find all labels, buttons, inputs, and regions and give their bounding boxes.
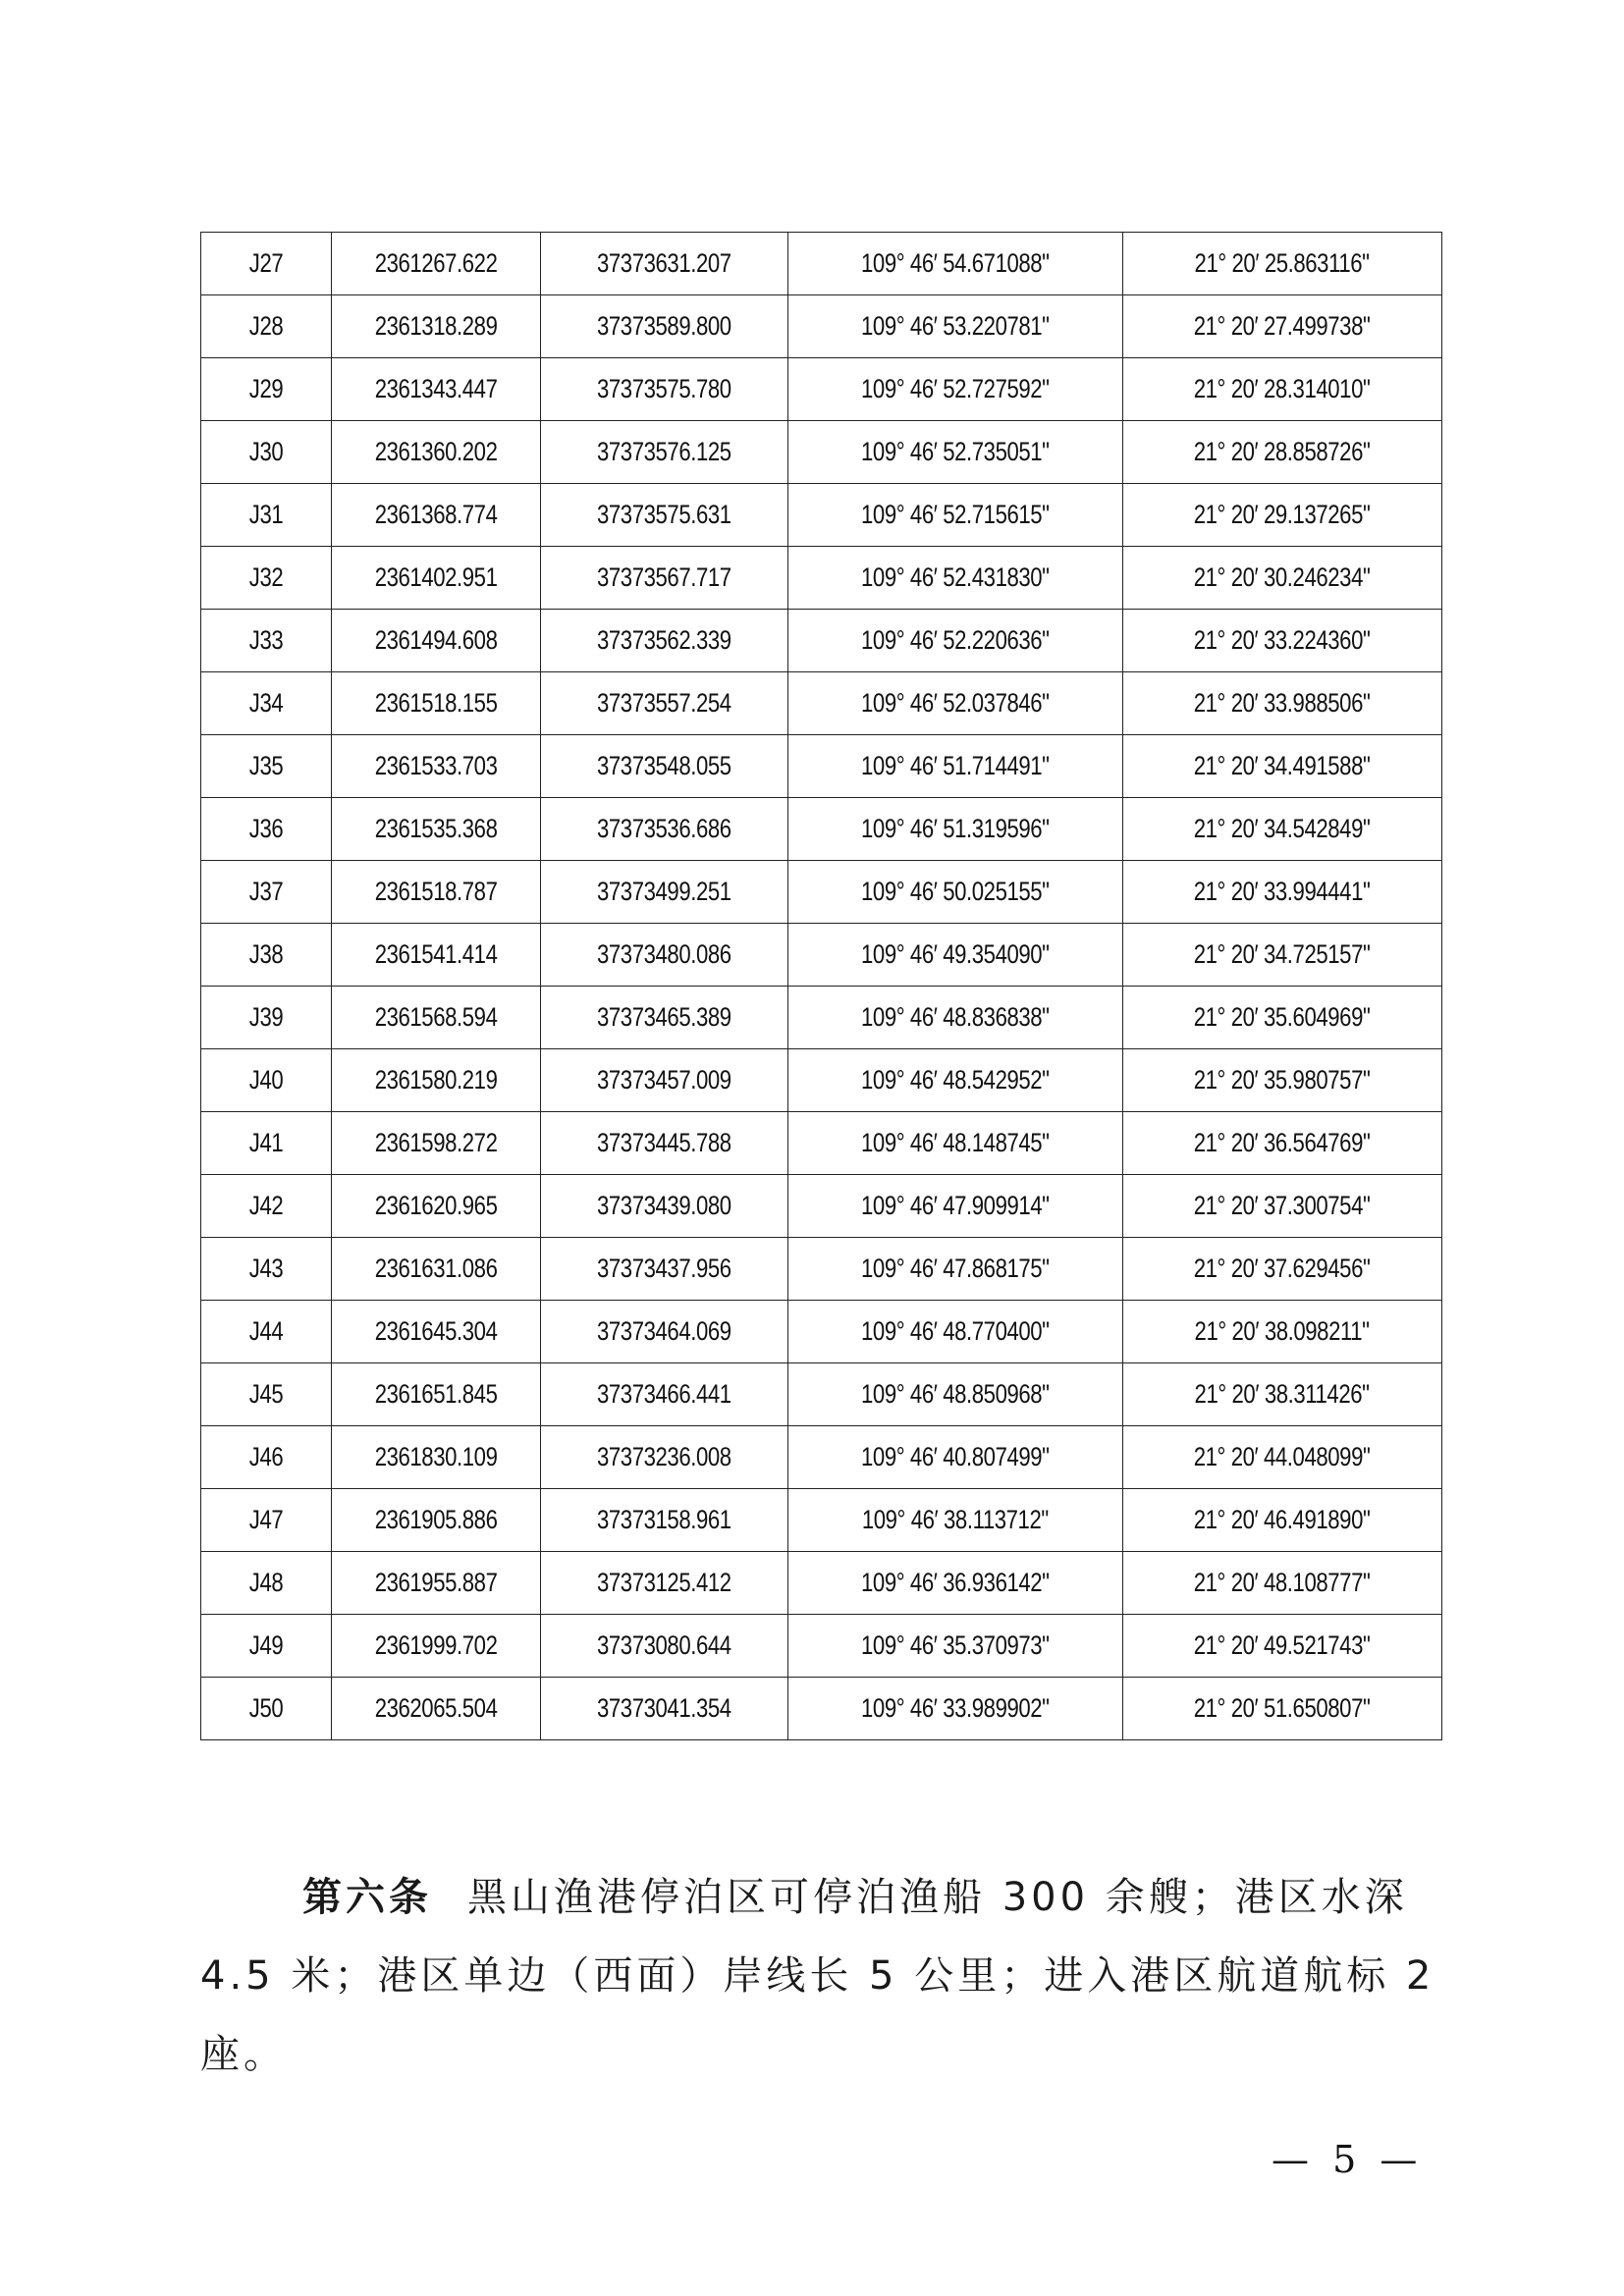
- table-row: [201, 1363, 1442, 1426]
- longitude-cell-text: 109° 46′ 38.113712": [862, 1505, 1049, 1534]
- latitude-cell: [1123, 358, 1442, 421]
- table-row: [201, 1426, 1442, 1489]
- x-coordinate-cell: [332, 1552, 541, 1615]
- longitude-cell: [788, 1238, 1123, 1301]
- point-id-cell-text: J37: [248, 877, 284, 906]
- x-coordinate-cell-text: 2361535.368: [374, 814, 498, 843]
- table-row: [201, 1238, 1442, 1301]
- coordinate-table-body: [201, 233, 1442, 1740]
- x-coordinate-cell: [332, 672, 541, 735]
- y-coordinate-cell: [541, 1363, 788, 1426]
- longitude-cell-text: 109° 46′ 40.807499": [861, 1442, 1050, 1471]
- point-id-cell: [201, 1301, 332, 1363]
- y-coordinate-cell: [541, 672, 788, 735]
- point-id-cell: [201, 358, 332, 421]
- longitude-cell-text: 109° 46′ 47.868175": [861, 1254, 1050, 1283]
- longitude-cell: [788, 1678, 1123, 1740]
- y-coordinate-cell: [541, 233, 788, 295]
- y-coordinate-cell: [541, 1678, 788, 1740]
- y-coordinate-cell-text: 37373466.441: [597, 1379, 731, 1409]
- longitude-cell-text: 109° 46′ 52.727592": [861, 374, 1050, 403]
- x-coordinate-cell: [332, 610, 541, 672]
- latitude-cell: [1123, 987, 1442, 1049]
- x-coordinate-cell: [332, 421, 541, 484]
- latitude-cell-text: 21° 20′ 37.300754": [1194, 1191, 1371, 1220]
- point-id-cell: [201, 233, 332, 295]
- point-id-cell: [201, 484, 332, 547]
- longitude-cell-text: 109° 46′ 53.220781": [861, 311, 1050, 341]
- point-id-cell-text: J48: [248, 1568, 284, 1597]
- latitude-cell-text: 21° 20′ 46.491890": [1194, 1505, 1371, 1534]
- point-id-cell-text: J33: [248, 625, 284, 655]
- longitude-cell-text: 109° 46′ 35.370973": [861, 1630, 1050, 1660]
- point-id-cell: [201, 798, 332, 861]
- x-coordinate-cell-text: 2361580.219: [374, 1065, 498, 1095]
- x-coordinate-cell: [332, 1049, 541, 1112]
- point-id-cell-text: J46: [248, 1442, 284, 1471]
- longitude-cell: [788, 547, 1123, 610]
- longitude-cell-text: 109° 46′ 47.909914": [861, 1191, 1050, 1220]
- table-row: [201, 484, 1442, 547]
- latitude-cell-text: 21° 20′ 38.311426": [1194, 1379, 1371, 1409]
- point-id-cell: [201, 1112, 332, 1175]
- longitude-cell: [788, 987, 1123, 1049]
- longitude-cell-text: 109° 46′ 52.715615": [861, 500, 1050, 529]
- x-coordinate-cell: [332, 1678, 541, 1740]
- point-id-cell-text: J34: [248, 688, 284, 718]
- longitude-cell: [788, 233, 1123, 295]
- x-coordinate-cell: [332, 861, 541, 924]
- x-coordinate-cell-text: 2361620.965: [374, 1191, 498, 1220]
- latitude-cell: [1123, 1049, 1442, 1112]
- table-row: [201, 547, 1442, 610]
- x-coordinate-cell-text: 2361645.304: [374, 1316, 498, 1346]
- x-coordinate-cell: [332, 1112, 541, 1175]
- point-id-cell: [201, 861, 332, 924]
- longitude-cell-text: 109° 46′ 52.037846": [861, 688, 1050, 718]
- x-coordinate-cell-text: 2361360.202: [374, 437, 498, 466]
- longitude-cell-text: 109° 46′ 33.989902": [861, 1693, 1050, 1723]
- y-coordinate-cell-text: 37373445.788: [597, 1128, 731, 1157]
- y-coordinate-cell: [541, 295, 788, 358]
- page-number: — 5 —: [1272, 2138, 1424, 2181]
- point-id-cell: [201, 987, 332, 1049]
- y-coordinate-cell-text: 37373080.644: [597, 1630, 731, 1660]
- point-id-cell: [201, 295, 332, 358]
- x-coordinate-cell: [332, 1426, 541, 1489]
- longitude-cell-text: 109° 46′ 52.431830": [861, 562, 1050, 592]
- y-coordinate-cell: [541, 1552, 788, 1615]
- table-row: [201, 1678, 1442, 1740]
- x-coordinate-cell: [332, 1301, 541, 1363]
- x-coordinate-cell: [332, 295, 541, 358]
- y-coordinate-cell: [541, 924, 788, 987]
- y-coordinate-cell: [541, 1175, 788, 1238]
- latitude-cell: [1123, 1363, 1442, 1426]
- x-coordinate-cell-text: 2361402.951: [374, 562, 498, 592]
- point-id-cell-text: J49: [248, 1630, 284, 1660]
- longitude-cell: [788, 1489, 1123, 1552]
- y-coordinate-cell-text: 37373041.354: [597, 1693, 731, 1723]
- x-coordinate-cell-text: 2361905.886: [374, 1505, 498, 1534]
- latitude-cell: [1123, 484, 1442, 547]
- longitude-cell: [788, 421, 1123, 484]
- y-coordinate-cell-text: 37373536.686: [597, 814, 731, 843]
- latitude-cell-text: 21° 20′ 34.725157": [1194, 939, 1371, 969]
- longitude-cell: [788, 672, 1123, 735]
- table-row: [201, 1489, 1442, 1552]
- latitude-cell: [1123, 1678, 1442, 1740]
- point-id-cell: [201, 421, 332, 484]
- latitude-cell-text: 21° 20′ 51.650807": [1194, 1693, 1371, 1723]
- longitude-cell: [788, 610, 1123, 672]
- x-coordinate-cell: [332, 1363, 541, 1426]
- longitude-cell-text: 109° 46′ 48.542952": [861, 1065, 1050, 1095]
- y-coordinate-cell-text: 37373548.055: [597, 751, 731, 780]
- y-coordinate-cell-text: 37373437.956: [597, 1254, 731, 1283]
- latitude-cell-text: 21° 20′ 33.994441": [1194, 877, 1371, 906]
- point-id-cell-text: J45: [248, 1379, 284, 1409]
- point-id-cell-text: J47: [248, 1505, 284, 1534]
- latitude-cell-text: 21° 20′ 34.491588": [1194, 751, 1371, 780]
- y-coordinate-cell-text: 37373557.254: [597, 688, 731, 718]
- point-id-cell-text: J28: [248, 311, 284, 341]
- table-row: [201, 798, 1442, 861]
- x-coordinate-cell: [332, 1615, 541, 1678]
- x-coordinate-cell: [332, 1175, 541, 1238]
- x-coordinate-cell: [332, 484, 541, 547]
- x-coordinate-cell: [332, 358, 541, 421]
- y-coordinate-cell-text: 37373457.009: [597, 1065, 731, 1095]
- point-id-cell: [201, 1426, 332, 1489]
- article-text-line-1: 黑山渔港停泊区可停泊渔船 300 余艘；港区水深: [467, 1875, 1408, 1920]
- point-id-cell: [201, 1238, 332, 1301]
- y-coordinate-cell-text: 37373439.080: [597, 1191, 731, 1220]
- x-coordinate-cell: [332, 987, 541, 1049]
- point-id-cell: [201, 1049, 332, 1112]
- longitude-cell: [788, 1112, 1123, 1175]
- longitude-cell: [788, 798, 1123, 861]
- table-row: [201, 861, 1442, 924]
- point-id-cell-text: J40: [248, 1065, 284, 1095]
- x-coordinate-cell: [332, 735, 541, 798]
- latitude-cell: [1123, 861, 1442, 924]
- x-coordinate-cell-text: 2361343.447: [374, 374, 498, 403]
- point-id-cell-text: J39: [248, 1002, 284, 1032]
- x-coordinate-cell-text: 2361267.622: [374, 248, 498, 278]
- point-id-cell-text: J41: [248, 1128, 284, 1157]
- x-coordinate-cell: [332, 547, 541, 610]
- latitude-cell: [1123, 421, 1442, 484]
- y-coordinate-cell-text: 37373158.961: [597, 1505, 731, 1534]
- coordinate-table: [200, 232, 1442, 1740]
- x-coordinate-cell-text: 2361494.608: [374, 625, 498, 655]
- table-row: [201, 358, 1442, 421]
- longitude-cell: [788, 484, 1123, 547]
- y-coordinate-cell: [541, 1112, 788, 1175]
- y-coordinate-cell: [541, 798, 788, 861]
- latitude-cell-text: 21° 20′ 30.246234": [1194, 562, 1371, 592]
- latitude-cell: [1123, 924, 1442, 987]
- latitude-cell: [1123, 1426, 1442, 1489]
- longitude-cell: [788, 295, 1123, 358]
- point-id-cell-text: J50: [248, 1693, 284, 1723]
- longitude-cell: [788, 1175, 1123, 1238]
- x-coordinate-cell: [332, 798, 541, 861]
- y-coordinate-cell-text: 37373589.800: [597, 311, 731, 341]
- y-coordinate-cell-text: 37373576.125: [597, 437, 731, 466]
- latitude-cell-text: 21° 20′ 35.980757": [1194, 1065, 1371, 1095]
- table-row: [201, 1049, 1442, 1112]
- table-row: [201, 924, 1442, 987]
- x-coordinate-cell-text: 2361830.109: [374, 1442, 498, 1471]
- y-coordinate-cell: [541, 1238, 788, 1301]
- y-coordinate-cell-text: 37373480.086: [597, 939, 731, 969]
- x-coordinate-cell-text: 2362065.504: [374, 1693, 498, 1723]
- y-coordinate-cell: [541, 1301, 788, 1363]
- y-coordinate-cell: [541, 421, 788, 484]
- table-row: [201, 735, 1442, 798]
- point-id-cell-text: J43: [248, 1254, 284, 1283]
- y-coordinate-cell: [541, 547, 788, 610]
- latitude-cell: [1123, 1238, 1442, 1301]
- x-coordinate-cell-text: 2361999.702: [374, 1630, 498, 1660]
- article-text-line-2: 4.5 米；港区单边（西面）岸线长 5 公里；进入港区航道航标 2 座。: [200, 1953, 1435, 2077]
- x-coordinate-cell-text: 2361541.414: [374, 939, 498, 969]
- latitude-cell-text: 21° 20′ 36.564769": [1194, 1128, 1371, 1157]
- y-coordinate-cell-text: 37373567.717: [597, 562, 731, 592]
- longitude-cell-text: 109° 46′ 52.220636": [861, 625, 1050, 655]
- y-coordinate-cell: [541, 1426, 788, 1489]
- y-coordinate-cell-text: 37373575.631: [597, 500, 731, 529]
- y-coordinate-cell: [541, 987, 788, 1049]
- longitude-cell-text: 109° 46′ 48.148745": [861, 1128, 1050, 1157]
- longitude-cell: [788, 1049, 1123, 1112]
- table-row: [201, 672, 1442, 735]
- article-heading: 第六条: [302, 1875, 432, 1920]
- point-id-cell-text: J44: [248, 1316, 284, 1346]
- x-coordinate-cell: [332, 1489, 541, 1552]
- longitude-cell: [788, 1552, 1123, 1615]
- longitude-cell-text: 109° 46′ 50.025155": [861, 877, 1050, 906]
- latitude-cell: [1123, 1301, 1442, 1363]
- x-coordinate-cell-text: 2361651.845: [374, 1379, 498, 1409]
- latitude-cell: [1123, 1552, 1442, 1615]
- latitude-cell-text: 21° 20′ 34.542849": [1194, 814, 1371, 843]
- x-coordinate-cell: [332, 233, 541, 295]
- y-coordinate-cell: [541, 861, 788, 924]
- latitude-cell: [1123, 547, 1442, 610]
- longitude-cell: [788, 1301, 1123, 1363]
- latitude-cell: [1123, 295, 1442, 358]
- latitude-cell: [1123, 672, 1442, 735]
- table-row: [201, 1112, 1442, 1175]
- table-row: [201, 1552, 1442, 1615]
- point-id-cell: [201, 1615, 332, 1678]
- point-id-cell: [201, 924, 332, 987]
- article-six-paragraph: [302, 1858, 1441, 1937]
- latitude-cell-text: 21° 20′ 37.629456": [1194, 1254, 1371, 1283]
- point-id-cell-text: J36: [248, 814, 284, 843]
- y-coordinate-cell-text: 37373631.207: [597, 248, 731, 278]
- table-row: [201, 610, 1442, 672]
- x-coordinate-cell-text: 2361955.887: [374, 1568, 498, 1597]
- longitude-cell-text: 109° 46′ 52.735051": [861, 437, 1050, 466]
- latitude-cell-text: 21° 20′ 28.858726": [1194, 437, 1371, 466]
- longitude-cell-text: 109° 46′ 51.714491": [861, 751, 1050, 780]
- longitude-cell-text: 109° 46′ 36.936142": [861, 1568, 1050, 1597]
- point-id-cell-text: J29: [248, 374, 284, 403]
- x-coordinate-cell-text: 2361318.289: [374, 311, 498, 341]
- article-six-paragraph-continued: [200, 1937, 1441, 2094]
- latitude-cell: [1123, 1489, 1442, 1552]
- latitude-cell: [1123, 735, 1442, 798]
- x-coordinate-cell-text: 2361598.272: [374, 1128, 498, 1157]
- point-id-cell-text: J42: [248, 1191, 284, 1220]
- latitude-cell-text: 21° 20′ 44.048099": [1194, 1442, 1371, 1471]
- latitude-cell-text: 21° 20′ 35.604969": [1194, 1002, 1371, 1032]
- latitude-cell-text: 21° 20′ 27.499738": [1194, 311, 1371, 341]
- latitude-cell-text: 21° 20′ 49.521743": [1194, 1630, 1371, 1660]
- point-id-cell-text: J31: [248, 500, 284, 529]
- x-coordinate-cell: [332, 924, 541, 987]
- latitude-cell: [1123, 610, 1442, 672]
- point-id-cell-text: J38: [248, 939, 284, 969]
- y-coordinate-cell-text: 37373499.251: [597, 877, 731, 906]
- table-row: [201, 295, 1442, 358]
- point-id-cell: [201, 735, 332, 798]
- y-coordinate-cell: [541, 1615, 788, 1678]
- x-coordinate-cell-text: 2361368.774: [374, 500, 498, 529]
- table-row: [201, 1301, 1442, 1363]
- latitude-cell: [1123, 233, 1442, 295]
- longitude-cell: [788, 861, 1123, 924]
- longitude-cell: [788, 358, 1123, 421]
- longitude-cell-text: 109° 46′ 48.770400": [861, 1316, 1050, 1346]
- table-row: [201, 1615, 1442, 1678]
- point-id-cell-text: J30: [248, 437, 284, 466]
- latitude-cell-text: 21° 20′ 38.098211": [1194, 1316, 1371, 1346]
- y-coordinate-cell: [541, 1049, 788, 1112]
- y-coordinate-cell-text: 37373575.780: [597, 374, 731, 403]
- longitude-cell-text: 109° 46′ 51.319596": [861, 814, 1050, 843]
- y-coordinate-cell-text: 37373562.339: [597, 625, 731, 655]
- point-id-cell: [201, 1678, 332, 1740]
- latitude-cell-text: 21° 20′ 28.314010": [1194, 374, 1371, 403]
- point-id-cell-text: J32: [248, 562, 284, 592]
- longitude-cell: [788, 735, 1123, 798]
- y-coordinate-cell: [541, 484, 788, 547]
- latitude-cell-text: 21° 20′ 33.988506": [1194, 688, 1371, 718]
- y-coordinate-cell-text: 37373236.008: [597, 1442, 731, 1471]
- latitude-cell-text: 21° 20′ 33.224360": [1194, 625, 1371, 655]
- longitude-cell-text: 109° 46′ 48.836838": [861, 1002, 1050, 1032]
- longitude-cell: [788, 1426, 1123, 1489]
- longitude-cell: [788, 1363, 1123, 1426]
- latitude-cell-text: 21° 20′ 29.137265": [1194, 500, 1371, 529]
- latitude-cell: [1123, 1175, 1442, 1238]
- latitude-cell-text: 21° 20′ 25.863116": [1194, 248, 1371, 278]
- point-id-cell: [201, 1175, 332, 1238]
- point-id-cell: [201, 547, 332, 610]
- x-coordinate-cell: [332, 1238, 541, 1301]
- x-coordinate-cell-text: 2361631.086: [374, 1254, 498, 1283]
- longitude-cell-text: 109° 46′ 54.671088": [861, 248, 1050, 278]
- table-row: [201, 233, 1442, 295]
- point-id-cell: [201, 1363, 332, 1426]
- x-coordinate-cell-text: 2361518.787: [374, 877, 498, 906]
- x-coordinate-cell-text: 2361518.155: [374, 688, 498, 718]
- longitude-cell-text: 109° 46′ 49.354090": [861, 939, 1050, 969]
- y-coordinate-cell: [541, 1489, 788, 1552]
- y-coordinate-cell-text: 37373125.412: [597, 1568, 731, 1597]
- latitude-cell: [1123, 798, 1442, 861]
- x-coordinate-cell-text: 2361533.703: [374, 751, 498, 780]
- y-coordinate-cell: [541, 358, 788, 421]
- y-coordinate-cell-text: 37373465.389: [597, 1002, 731, 1032]
- y-coordinate-cell: [541, 735, 788, 798]
- y-coordinate-cell-text: 37373464.069: [597, 1316, 731, 1346]
- longitude-cell: [788, 1615, 1123, 1678]
- x-coordinate-cell-text: 2361568.594: [374, 1002, 498, 1032]
- point-id-cell: [201, 610, 332, 672]
- point-id-cell: [201, 1552, 332, 1615]
- longitude-cell: [788, 924, 1123, 987]
- longitude-cell-text: 109° 46′ 48.850968": [861, 1379, 1050, 1409]
- point-id-cell: [201, 1489, 332, 1552]
- latitude-cell: [1123, 1615, 1442, 1678]
- point-id-cell-text: J35: [248, 751, 284, 780]
- latitude-cell: [1123, 1112, 1442, 1175]
- y-coordinate-cell: [541, 610, 788, 672]
- table-row: [201, 421, 1442, 484]
- table-row: [201, 987, 1442, 1049]
- latitude-cell-text: 21° 20′ 48.108777": [1194, 1568, 1371, 1597]
- point-id-cell-text: J27: [248, 248, 284, 278]
- point-id-cell: [201, 672, 332, 735]
- table-row: [201, 1175, 1442, 1238]
